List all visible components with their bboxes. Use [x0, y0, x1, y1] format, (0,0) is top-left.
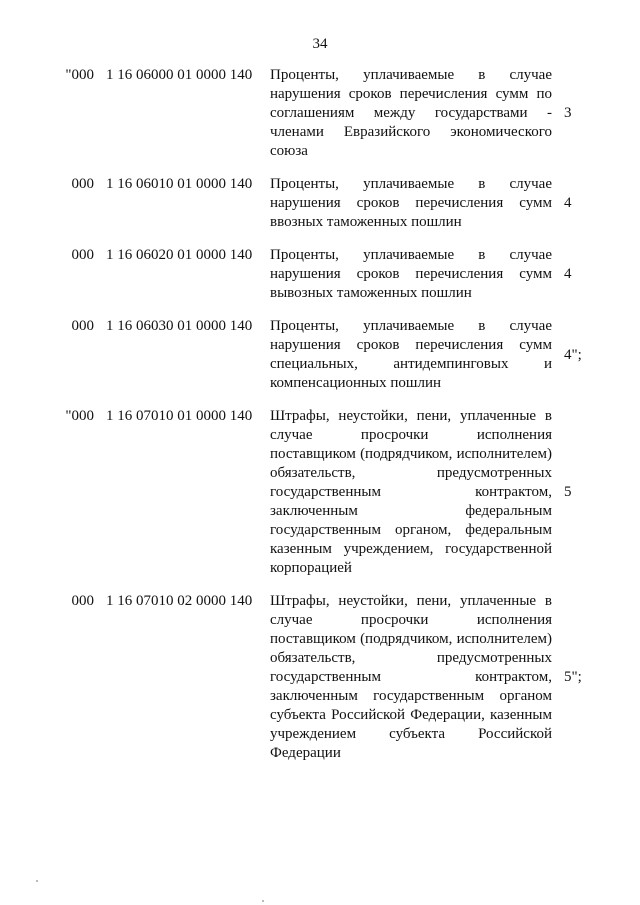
revenue-description: Проценты, уплачиваемые в случае нарушения сроков перечисления сумм специальных, антидемпинговых и компенсационных пошлин	[270, 318, 552, 391]
normative-value: 5";	[564, 669, 582, 685]
scan-speck	[36, 880, 38, 882]
budget-classification-code: 1 16 06020 01 0000 140	[106, 247, 253, 263]
admin-code: 000	[71, 318, 94, 334]
table-row	[0, 592, 640, 763]
normative-value: 4	[564, 266, 572, 282]
table-row	[0, 66, 640, 161]
revenue-description: Штрафы, неустойки, пени, уплаченные в случае просрочки исполнения поставщиком (подрядчиком, исполнителем) обязательств, предусмотренных государственным контрактом, заключенным государственным органом субъекта Российской Федерации, казенным учреждением субъекта Российской Федерации	[270, 593, 552, 761]
page-number: 34	[312, 36, 328, 52]
table-row	[0, 317, 640, 393]
revenue-description: Проценты, уплачиваемые в случае нарушения сроков перечисления сумм вывозных таможенных пошлин	[270, 247, 552, 301]
admin-code: 000	[71, 247, 94, 263]
revenue-description: Проценты, уплачиваемые в случае нарушения сроков перечисления сумм ввозных таможенных пошлин	[270, 176, 552, 230]
budget-classification-code: 1 16 06010 01 0000 140	[106, 176, 253, 192]
scan-speck	[262, 900, 264, 902]
admin-code: 000	[71, 176, 94, 192]
normative-value: 4";	[564, 346, 582, 363]
revenue-description: Штрафы, неустойки, пени, уплаченные в случае просрочки исполнения поставщиком (подрядчиком, исполнителем) обязательств, предусмотренных государственным контрактом, заключенным федеральным государственным органом, федеральным казенным учреждением, государственной корпорацией	[270, 408, 552, 576]
budget-classification-code: 1 16 07010 02 0000 140	[106, 593, 253, 609]
admin-code: "000	[65, 408, 94, 424]
budget-classification-code: 1 16 06000 01 0000 140	[106, 67, 253, 83]
revenue-description: Проценты, уплачиваемые в случае нарушения сроков перечисления сумм по соглашениям между государствами - членами Евразийского экономического союза	[270, 67, 552, 159]
table-row	[0, 175, 640, 232]
admin-code: 000	[71, 593, 94, 609]
budget-classification-code: 1 16 06030 01 0000 140	[106, 318, 253, 334]
normative-value: 5	[564, 484, 572, 500]
table-row	[0, 407, 640, 578]
table-row	[0, 246, 640, 303]
normative-value: 4	[564, 195, 572, 211]
normative-value: 3	[564, 105, 572, 121]
code-table	[0, 66, 640, 777]
budget-classification-code: 1 16 07010 01 0000 140	[106, 408, 253, 424]
admin-code: "000	[65, 67, 94, 83]
